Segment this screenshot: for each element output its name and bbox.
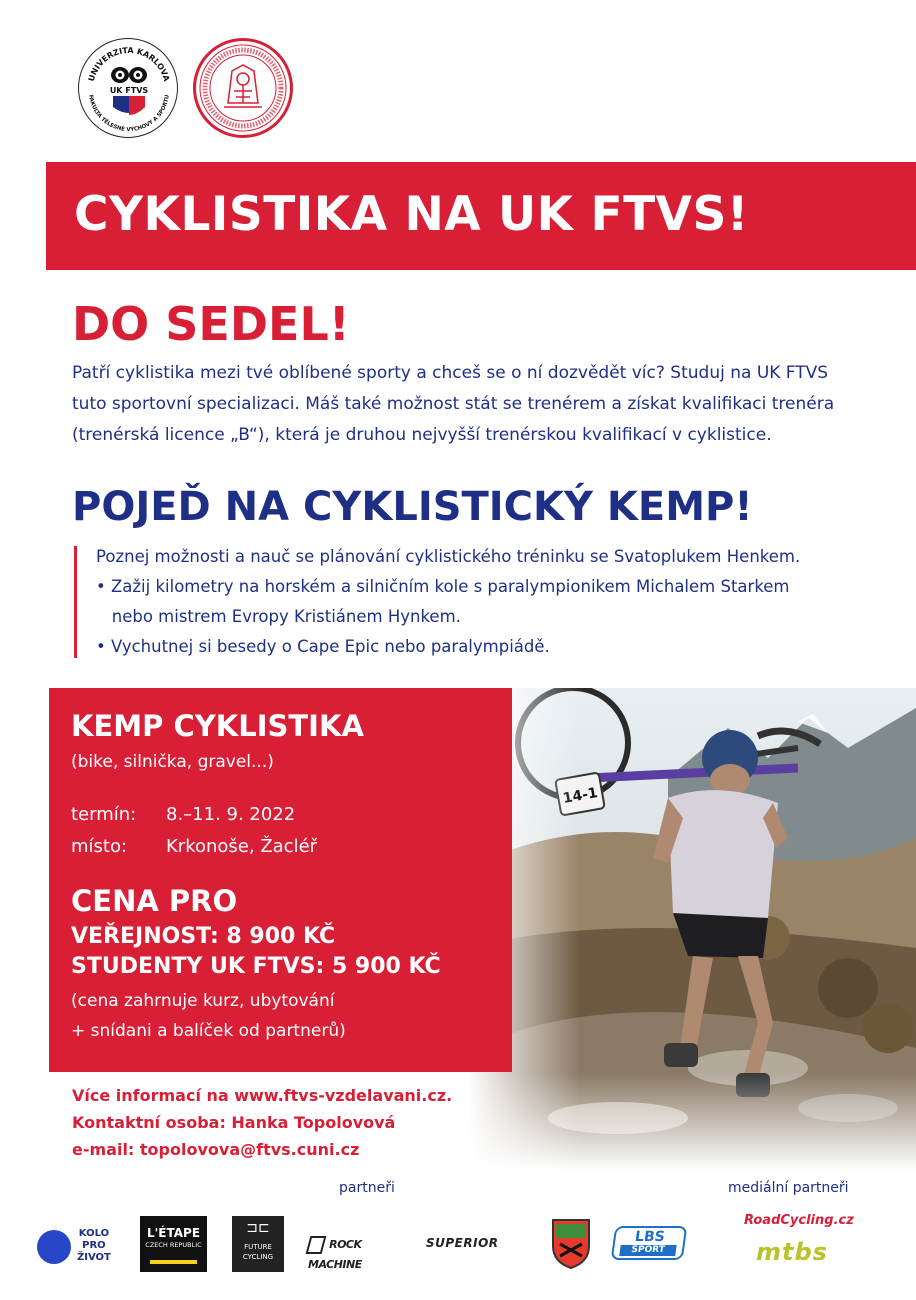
- price-note-line: (cena zahrnuje kurz, ubytování: [71, 991, 335, 1011]
- info-link[interactable]: Více informací na www.ftvs-vzdelavani.cz.: [72, 1086, 453, 1105]
- list-item: Poznej možnosti a nauč se plánování cyklistického tréninku se Svatoplukem Henkem.: [96, 547, 801, 566]
- intro-line: Patří cyklistika mezi tvé oblíbené sporty a chceš se o ní dozvědět víc? Studuj na UK FTVS: [72, 363, 829, 383]
- intro-line: tuto sportovní specializaci. Máš také možnost stát se trenérem a získat kvalifikaci trenéra: [72, 394, 835, 414]
- ftvs-mark: UK FTVS: [109, 86, 149, 95]
- price-heading: CENA PRO: [71, 884, 238, 918]
- rock-machine-text: ROCK MACHINE: [308, 1238, 362, 1271]
- partner-future-cycling: [232, 1216, 284, 1272]
- future-word: CYCLING: [242, 1253, 274, 1261]
- intro-line: (trenérská licence „B“), která je druhou nejvyšší trenérskou kvalifikací v cyklistice.: [72, 425, 772, 445]
- intro-paragraph: [72, 358, 872, 451]
- page-title: CYKLISTIKA NA UK FTVS!: [74, 187, 749, 242]
- term-row: [71, 802, 295, 828]
- future-mark-icon: ⊐⊏: [246, 1220, 270, 1236]
- rock-machine-icon: [306, 1236, 327, 1254]
- place-row: [71, 834, 317, 860]
- partner-rock-machine: [308, 1234, 414, 1271]
- partner-kolo-pro-zivot: [37, 1228, 121, 1264]
- place-label: místo:: [71, 836, 128, 857]
- heading-kemp: POJEĎ NA CYKLISTICKÝ KEMP!: [72, 484, 753, 530]
- letape-stripe: [150, 1260, 197, 1264]
- cyclist-carrying-bike-image: [468, 688, 916, 1170]
- price-students: STUDENTY UK FTVS: 5 900 KČ: [71, 954, 441, 979]
- ftvs-ring-bottom: FAKULTA TĚLESNÉ VÝCHOVY A SPORTU: [87, 94, 171, 134]
- ftvs-logo: [78, 38, 178, 138]
- media-roadcycling: RoadCycling.cz: [744, 1213, 854, 1228]
- kolo-circle-icon: [37, 1230, 71, 1264]
- term-label: termín:: [71, 804, 137, 825]
- future-word: FUTURE: [244, 1243, 272, 1251]
- partner-superior: SUPERIOR: [426, 1236, 499, 1250]
- kolo-word: KOLO: [78, 1228, 110, 1239]
- price-public: VEŘEJNOST: 8 900 KČ: [71, 924, 336, 949]
- contact-person: Kontaktní osoba: Hanka Topolovová: [72, 1113, 396, 1132]
- crest-icon: [550, 1216, 592, 1270]
- media-mtbs: mtbs: [756, 1238, 828, 1266]
- camp-title: KEMP CYKLISTIKA: [71, 709, 364, 743]
- cyclist-photo: [468, 688, 916, 1170]
- camp-info-box: [49, 688, 512, 1072]
- list-item: • Zažij kilometry na horském a silničním kole s paralympionikem Michalem Starkem: [96, 577, 790, 596]
- heading-do-sedel: DO SEDEL!: [72, 297, 350, 351]
- lbs-subtitle: SPORT: [619, 1245, 677, 1256]
- contact-email[interactable]: e-mail: topolovova@ftvs.cuni.cz: [72, 1140, 360, 1159]
- title-banner: [46, 162, 916, 270]
- list-item: nebo mistrem Evropy Kristiánem Hynkem.: [96, 607, 461, 626]
- media-partners-label: mediální partneři: [728, 1180, 849, 1196]
- kolo-word: ŽIVOT: [77, 1252, 111, 1263]
- owl-icon: [109, 63, 149, 117]
- term-value: 8.–11. 9. 2022: [166, 804, 296, 825]
- price-note: [71, 986, 501, 1046]
- ftvs-ring-top: UNIVERZITA KARLOVA: [86, 45, 172, 83]
- lbs-title: LBS: [633, 1229, 666, 1245]
- accent-bar: [74, 546, 77, 658]
- list-item: • Vychutnej si besedy o Cape Epic nebo paralympiádě.: [96, 637, 550, 656]
- camp-subtitle: (bike, silnička, gravel...): [71, 752, 274, 772]
- letape-title: L'ÉTAPE: [146, 1226, 201, 1240]
- partner-crest: [550, 1216, 592, 1270]
- partner-lbs-sport: [611, 1226, 688, 1260]
- contact-block: [72, 1082, 452, 1163]
- seal-icon: [196, 41, 290, 135]
- camp-bullet-list: [96, 542, 896, 662]
- partner-letape: [140, 1216, 207, 1272]
- letape-subtitle: CZECH REPUBLIC: [145, 1241, 202, 1249]
- kolo-word: PRO: [82, 1240, 106, 1251]
- price-note-line: + snídani a balíček od partnerů): [71, 1021, 346, 1041]
- place-value: Krkonoše, Žacléř: [166, 836, 318, 857]
- partners-label: partneři: [339, 1180, 395, 1196]
- charles-university-seal: [193, 38, 293, 138]
